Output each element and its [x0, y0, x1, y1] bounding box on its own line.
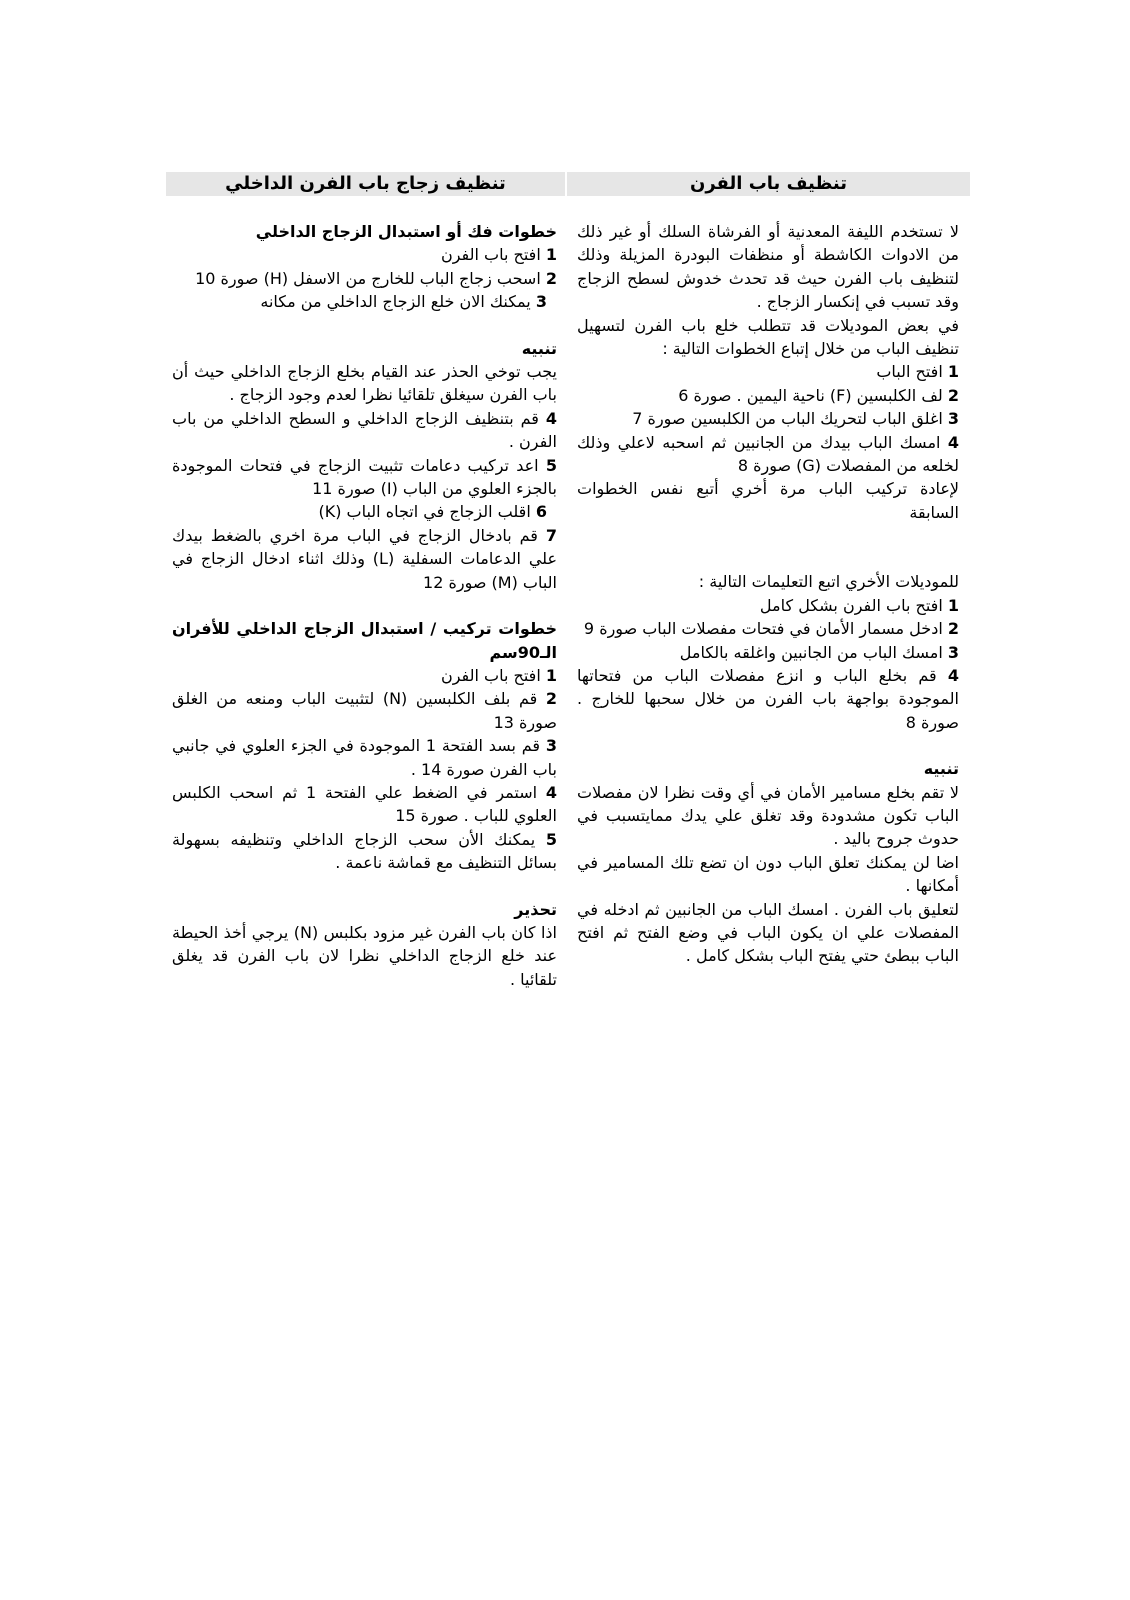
caution-title: تحذير: [514, 899, 557, 919]
subheading-remove-glass: خطوات فك أو استبدال الزجاج الداخلي: [255, 222, 557, 241]
models-intro-paragraph: في بعض الموديلات قد تتطلب خلع باب الفرن لتسهيل تنظيف الباب من خلال إتباع الخطوات التالية :: [577, 315, 959, 359]
step-item: 1 افتح باب الفرن: [440, 245, 557, 265]
warning-title: تنبيه: [923, 759, 959, 779]
warning-title: تنبيه: [521, 338, 557, 358]
step-item: 4 استمر في الضغط علي الفتحة 1 ثم اسحب الكلبس العلوي للباب . صورة 15: [172, 782, 557, 826]
step-item: 3 امسك الباب من الجانبين واغلقه بالكامل: [679, 642, 959, 662]
caution-paragraph: اذا كان باب الفرن غير مزود بكلبس (N) يرجي أخذ الحيطة عند خلع الزجاج الداخلي نظرا لان باب الفرن قد يغلق تلقائيا .: [172, 922, 557, 989]
hang-door-paragraph: لتعليق باب الفرن . امسك الباب من الجانبين ثم ادخله في المفصلات علي ان يكون الباب في وضع الفتح ثم افتح الباب ببطئ حتي يفتح الباب بشكل كامل .: [577, 899, 959, 966]
step-item: 4 قم بخلع الباب و انزع مفصلات الباب من فتحاتها الموجودة بواجهة باب الفرن من خلال سحبها للخارج . صورة 8: [577, 665, 959, 732]
section-heading-oven-door: تنظيف باب الفرن: [567, 172, 970, 196]
section-heading-inner-glass: تنظيف زجاج باب الفرن الداخلي: [166, 172, 565, 196]
step-item: 5 يمكنك الأن سحب الزجاج الداخلي وتنظيفه بسهولة بسائل التنظيف مع قماشة ناعمة .: [172, 829, 558, 873]
step-item: 5 اعد تركيب دعامات تثبيت الزجاج في فتحات الموجودة بالجزء العلوي من الباب (I) صورة 11: [172, 455, 557, 499]
warning-paragraph-2: اضا لن يمكنك تعلق الباب دون ان تضع تلك المسامير في أمكانها .: [577, 852, 959, 896]
step-item: 2 اسحب زجاج الباب للخارج من الاسفل (H) صورة 10: [195, 268, 557, 288]
step-item: 3 يمكنك الان خلع الزجاج الداخلي من مكانه: [260, 292, 547, 312]
step-item: 4 قم بتنظيف الزجاج الداخلي و السطح الداخلي من باب الفرن .: [172, 408, 557, 452]
step-item: 1 افتح باب الفرن: [440, 665, 557, 685]
step-item: 6 اقلب الزجاج في اتجاه الباب (K): [318, 502, 547, 522]
reinstall-paragraph: لإعادة تركيب الباب مرة أخري أتبع نفس الخطوات السابقة: [577, 479, 959, 522]
left-column: [172, 220, 557, 991]
step-item: 7 قم بادخال الزجاج في الباب مرة اخري بالضغط بيدك علي الدعامات السفلية (L) وذلك اثناء ادخال الزجاج في الباب (M) صورة 12: [172, 525, 557, 592]
subheading-90cm-glass: خطوات تركيب / استبدال الزجاج الداخلي للأفران الـ90سم: [172, 619, 557, 662]
warning-paragraph: يجب توخي الحذر عند القيام بخلع الزجاج الداخلي حيث أن باب الفرن سيغلق تلقائيا نظرا لعدم وجود الزجاج .: [172, 362, 557, 405]
step-item: 2 ادخل مسمار الأمان في فتحات مفصلات الباب صورة 9: [583, 619, 959, 639]
warning-paragraph: لا تقم بخلع مسامير الأمان في أي وقت نظرا لان مفصلات الباب تكون مشدودة وقد تغلق علي يدك ممايتسبب في حدوث جروح باليد .: [577, 782, 959, 849]
step-item: 1 افتح باب الفرن بشكل كامل: [759, 595, 959, 615]
step-item: 2 لف الكلبسين (F) ناحية اليمين . صورة 6: [678, 385, 959, 405]
step-item: 4 امسك الباب بيدك من الجانبين ثم اسحبه لاعلي وذلك لخلعه من المفصلات (G) صورة 8: [577, 432, 959, 476]
right-column: [577, 220, 959, 968]
step-item: 3 اغلق الباب لتحريك الباب من الكلبسين صورة 7: [632, 409, 959, 429]
intro-paragraph: لا تستخدم الليفة المعدنية أو الفرشاة السلك أو غير ذلك من الادوات الكاشطة أو منظفات البودرة المزيلة وذلك لتنظيف باب الفرن حيث قد تحدث خدوش لسطح الزجاج وقد تسبب في إنكسار الزجاج .: [577, 222, 959, 312]
step-item: 3 قم بسد الفتحة 1 الموجودة في الجزء العلوي في جانبي باب الفرن صورة 14 .: [172, 736, 557, 779]
step-item: 2 قم بلف الكلبسين (N) لتثبيت الباب ومنعه من الغلق صورة 13: [172, 689, 558, 732]
step-item: 1 افتح الباب: [876, 362, 959, 382]
other-models-paragraph: للموديلات الأخري اتبع التعليمات التالية :: [698, 572, 959, 592]
